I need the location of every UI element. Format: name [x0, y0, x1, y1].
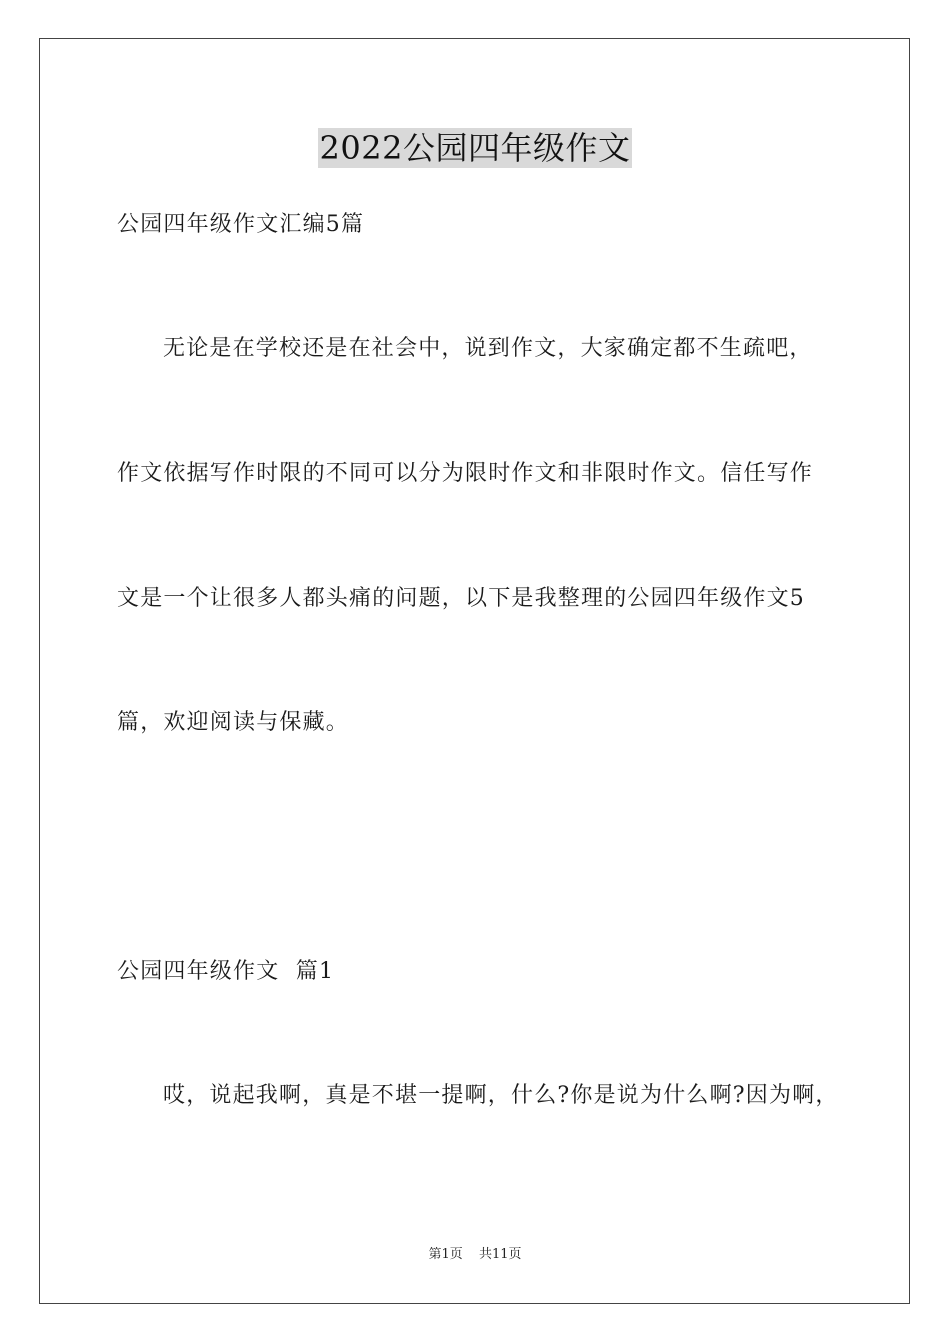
intro-line-4: 篇，欢迎阅读与保藏。	[117, 710, 350, 735]
intro-line-2: 作文依据写作时限的不同可以分为限时作文和非限时作文。信任写作	[117, 461, 814, 486]
page-footer	[0, 1246, 950, 1264]
document-subtitle: 公园四年级作文汇编5篇	[117, 212, 365, 237]
page-number: 第1页	[428, 1247, 463, 1262]
intro-line-1: 无论是在学校还是在社会中，说到作文，大家确定都不生疏吧，	[163, 336, 813, 361]
section-first-line: 哎，说起我啊，真是不堪一提啊，什么?你是说为什么啊?因为啊，	[163, 1083, 839, 1108]
section-heading: 公园四年级作文 篇1	[117, 959, 335, 984]
title-container	[0, 128, 950, 168]
document-title: 2022公园四年级作文	[319, 129, 631, 167]
intro-line-3: 文是一个让很多人都头痛的问题，以下是我整理的公园四年级作文5	[117, 586, 805, 611]
page-total: 共11页	[478, 1247, 522, 1262]
